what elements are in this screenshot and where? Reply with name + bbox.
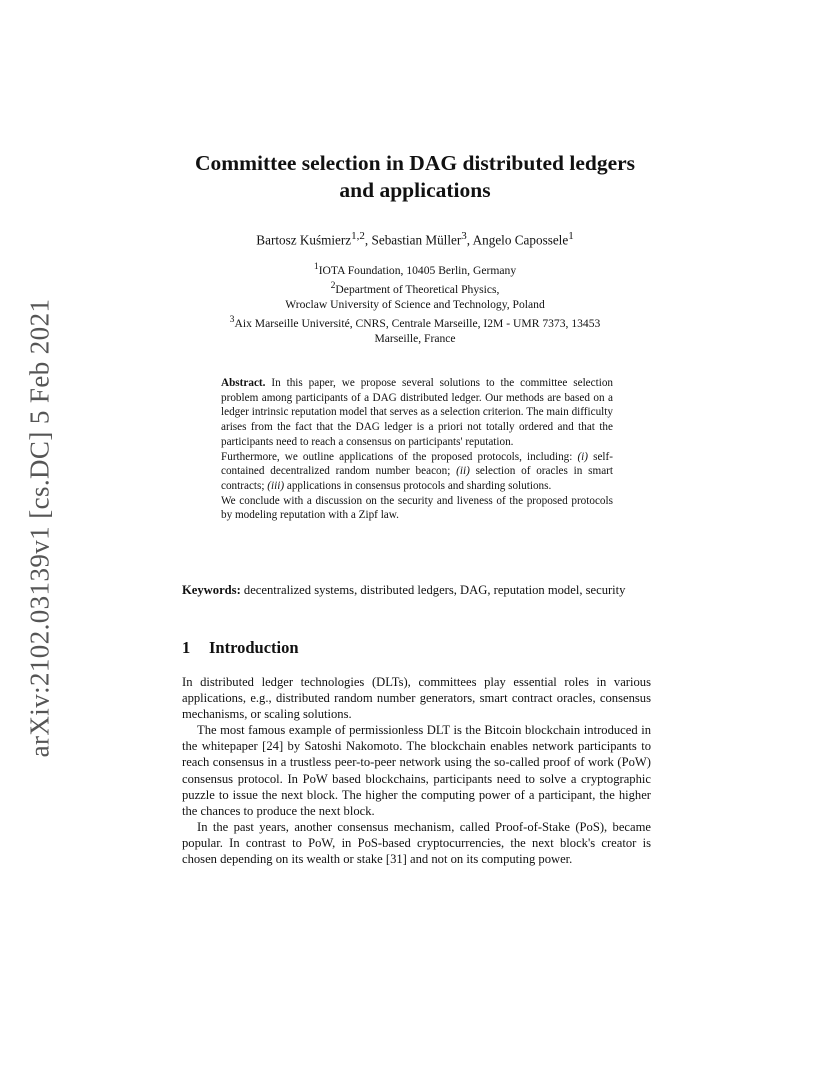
list-marker: (ii) [456,465,470,478]
abstract-para-2 [221,450,613,494]
arxiv-stamp [24,294,56,762]
list-marker: (iii) [267,479,285,492]
abstract [221,376,613,523]
keywords-text: decentralized systems, distributed ledgers, DAG, reputation model, security [243,583,626,597]
body-paragraph: In distributed ledger technologies (DLTs), committees play essential roles in various applications, e.g., distributed random number generators, smart contract oracles, consensus mechanisms, or scaling solutions. [182,675,651,722]
abstract-para-1 [221,376,613,450]
paper-title [140,150,690,204]
abstract-text: Furthermore, we outline applications of the proposed protocols, including: [221,450,578,463]
affil-mark: 2 [330,279,336,291]
author-affil-mark: 1 [568,230,574,242]
body-text [182,674,651,867]
keywords [182,582,651,598]
abstract-text: In this paper, we propose several solutions to the committee selection problem among participants of a DAG distributed ledger. Our methods are based on a ledger intrinsic reputation model that serves as a selection criterion. The main difficulty arises from the fact that the DAG ledger is a priori not totally ordered and that the participants need to reach a consensus on participants' reputation. [221,377,614,448]
affil-text: Marseille, France [374,331,456,345]
body-paragraph: The most famous example of permissionless DLT is the Bitcoin blockchain introduced in the whitepaper [24] by Satoshi Nakomoto. The blockchain enables network participants to reach consensus in a trustless peer-to-peer network using the so-called proof of work (PoW) consensus protocol. In PoW based blockchains, participants need to solve a cryptographic puzzle to issue the next block. The higher the computing power of a participant, the higher the chances to produce the next block. [182,723,651,818]
affiliation-line [140,259,690,278]
affiliation-line [140,297,690,312]
section-number: 1 [182,638,191,657]
title-line-1: Committee selection in DAG distributed ledgers [194,151,636,175]
title-line-2: and applications [339,178,491,202]
affil-text: IOTA Foundation, 10405 Berlin, Germany [318,263,517,277]
abstract-para-3: We conclude with a discussion on the security and liveness of the proposed protocols by modeling reputation with a Zipf law. [221,494,613,522]
affil-mark: 1 [313,261,319,272]
author-name: Bartosz Kuśmierz [256,232,352,248]
affiliations [140,259,690,346]
author-affil-mark: 3 [461,230,467,242]
abstract-text: selection of oracles in smart contracts; [221,465,613,492]
abstract-text: self-contained decentralized random number beacon; [221,450,613,478]
author-name: Sebastian Müller [371,232,462,248]
author-list: Bartosz Kuśmierz$^{1,2}$, Sebastian Müller$^3$, Angelo Capossele$^1$ [256,230,574,248]
list-marker: (i) [577,450,589,463]
affiliation-line [140,331,690,346]
section-title: Introduction [209,638,299,657]
author-name: Angelo Capossele [472,232,569,248]
body-paragraph: In the past years, another consensus mechanism, called Proof-of-Stake (PoS), became popular. In contrast to PoW, in PoS-based cryptocurrencies, the next block's creator is chosen depending on its wealth or stake [31] and not on its computing power. [182,819,651,867]
abstract-label: Abstract. [221,377,266,389]
section-heading [182,638,299,658]
keywords-label: Keywords: [182,583,241,597]
affil-mark: 3 [229,313,235,325]
author-affil-mark: 1,2 [351,230,365,242]
affiliation-line [140,312,690,331]
affiliation-line [140,278,690,297]
abstract-text: applications in consensus protocols and sharding solutions. [284,479,552,492]
affil-text: Wroclaw University of Science and Technology, Poland [285,297,545,311]
affil-text: Department of Theoretical Physics, [335,282,500,296]
affil-text: Aix Marseille Université, CNRS, Centrale Marseille, I2M - UMR 7373, 13453 [234,316,601,330]
arxiv-id: arXiv:2102.03139v1 [cs.DC] 5 Feb 2021 [24,298,55,758]
